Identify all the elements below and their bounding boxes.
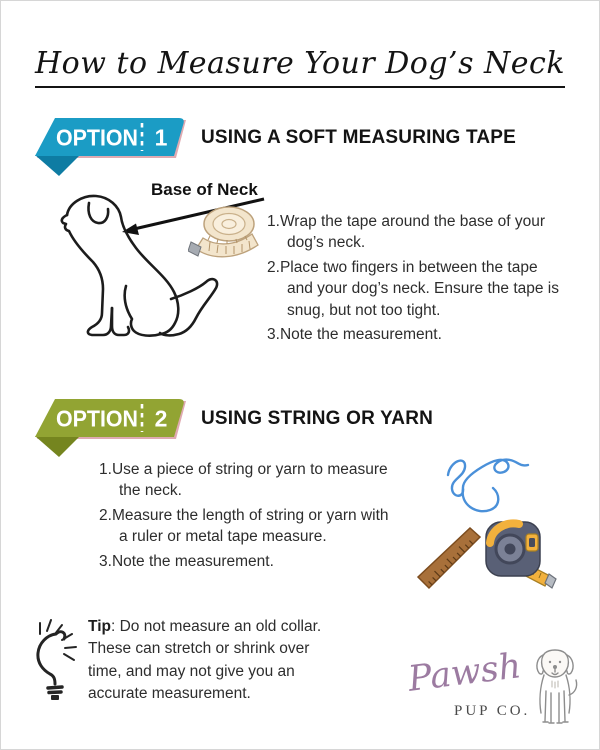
option-1-badge-label: OPTION (56, 124, 138, 151)
step-item: Use a piece of string or yarn to measure the neck. (111, 461, 388, 500)
page-title: How to Measure Your Dog’s Neck (0, 46, 600, 81)
tip-label: Tip (88, 618, 111, 635)
step-item: Note the measurement. (279, 325, 442, 343)
option-1-number: 1 (154, 124, 168, 151)
logo-dog-sketch-icon (530, 647, 580, 735)
logo-name: Pawsh (405, 646, 524, 700)
step-item: Wrap the tape around the base of your dog’s neck. (279, 213, 546, 252)
wooden-ruler-icon (414, 523, 486, 591)
step-item: Measure the length of string or yarn with a ruler or metal tape measure. (111, 506, 389, 546)
option-2-heading: USING STRING OR YARN (201, 408, 434, 429)
option-2-steps (99, 459, 399, 575)
option-1-heading: USING A SOFT MEASURING TAPE (201, 127, 517, 148)
step-item: Note the measurement. (111, 552, 274, 570)
base-of-neck-label: Base of Neck (151, 180, 258, 199)
brand-logo (405, 645, 588, 745)
soft-measuring-tape-icon (188, 203, 268, 269)
logo-subtitle: PUP CO. (454, 703, 531, 719)
option-2-number: 2 (154, 405, 168, 432)
tip-text (88, 616, 344, 706)
string-yarn-icon (440, 447, 532, 521)
option-2-badge-label: OPTION (56, 405, 138, 432)
tip-body: : Do not measure an old collar. These can stretch or shrink over time, and may not give you an accurate measurement. (88, 618, 322, 703)
step-item: Place two fingers in between the tape and your dog’s neck. Ensure the tape is snug, but not too tight. (279, 258, 559, 319)
option-1-steps (267, 211, 567, 348)
option-1-ribbon (22, 114, 190, 178)
metal-tape-measure-icon (479, 517, 557, 595)
lightbulb-icon (29, 617, 85, 707)
option-2-ribbon (22, 395, 190, 459)
